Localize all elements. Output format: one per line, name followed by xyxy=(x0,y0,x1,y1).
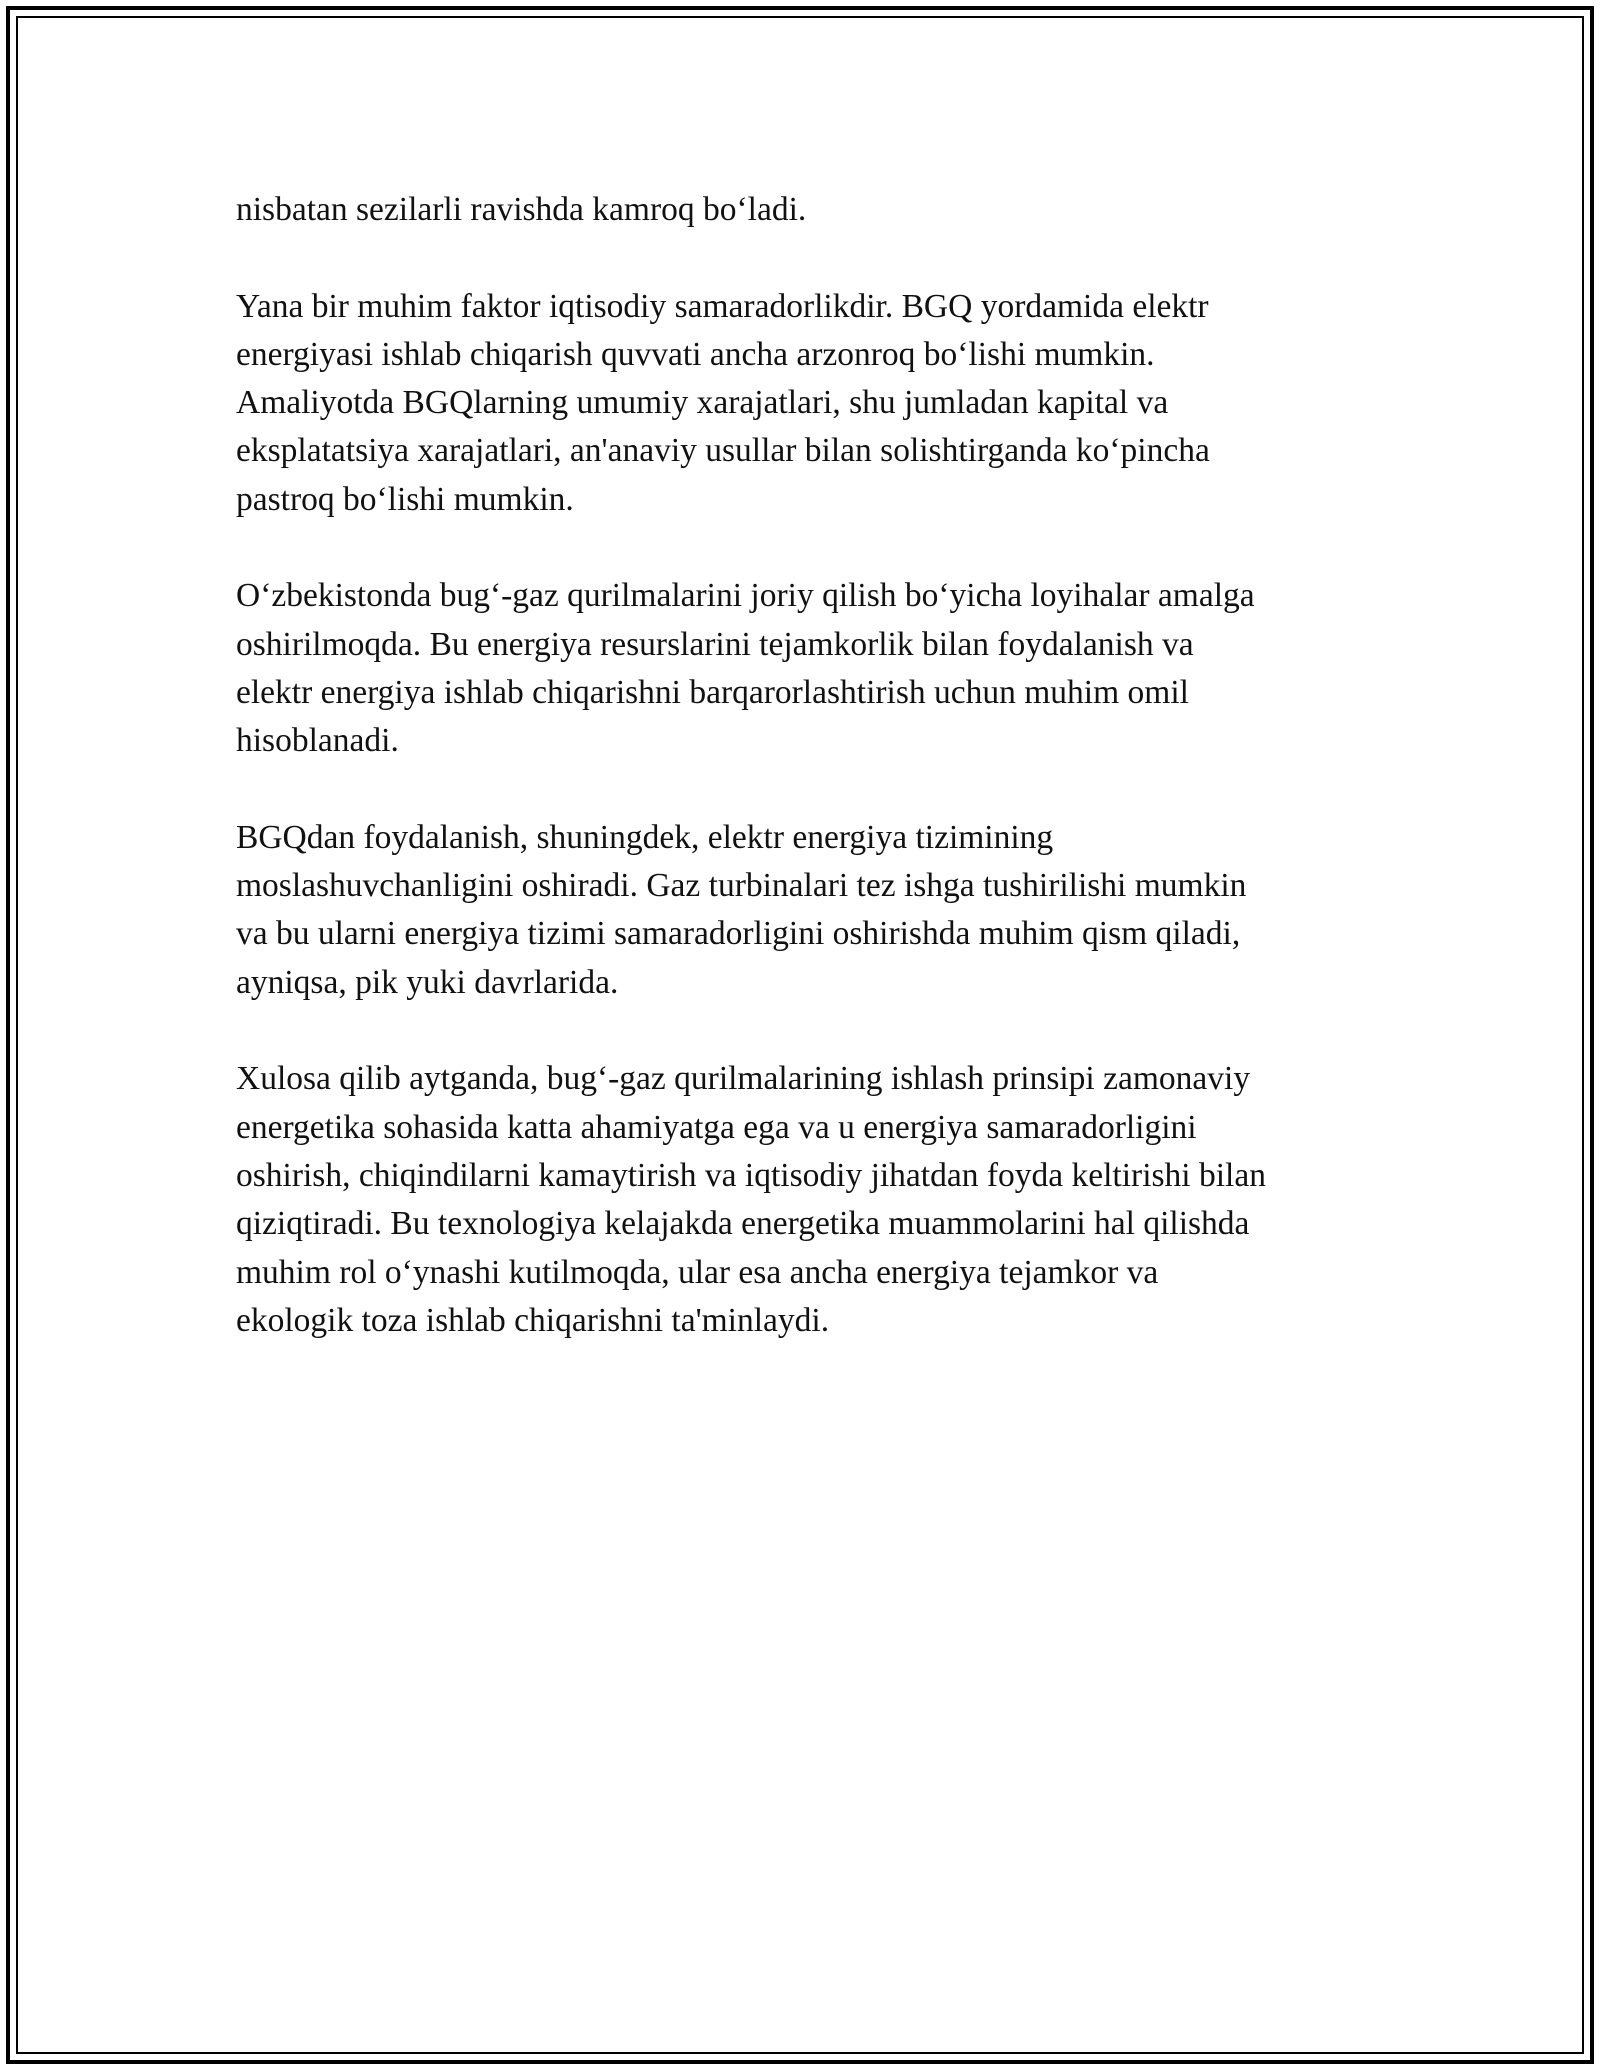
paragraph-flexibility: BGQdan foydalanish, shuningdek, elektr energiya tizimining moslashuvchanligini oshiradi. Gaz turbinalari tez ishga tushirilishi mumkin va bu ularni energiya tizimi samaradorligini oshirishda muhim qism qiladi, ayniqsa, pik yuki davrlarida. xyxy=(236,818,1247,1001)
paragraph-uzbekistan-projects: O‘zbekistonda bug‘-gaz qurilmalarini joriy qilish bo‘yicha loyihalar amalga oshirilmoqda. Bu energiya resurslarini tejamkorlik bilan foydalanish va elektr energiya ishlab chiqarishni barqarorlashtirish uchun muhim omil hisoblanadi. xyxy=(236,577,1255,760)
paragraph-continuation: nisbatan sezilarli ravishda kamroq bo‘ladi. xyxy=(236,191,807,228)
paragraph-conclusion: Xulosa qilib aytganda, bug‘-gaz qurilmalarining ishlash prinsipi zamonaviy energetika sohasida katta ahamiyatga ega va u energiya samaradorligini oshirish, chiqindilarni kamaytirish va iqtisodiy jihatdan foyda keltirishi bilan qiziqtiradi. Bu texnologiya kelajakda energetika muammolarini hal qilishda muhim rol o‘ynashi kutilmoqda, ular esa ancha energiya tejamkor va ekologik toza ishlab chiqarishni ta'minlaydi. xyxy=(236,1060,1266,1339)
paragraph-economic-efficiency: Yana bir muhim faktor iqtisodiy samaradorlikdir. BGQ yordamida elektr energiyasi ishlab chiqarish quvvati ancha arzonroq bo‘lishi mumkin. Amaliyotda BGQlarning umumiy xarajatlari, shu jumladan kapital va eksplatatsiya xarajatlari, an'anaviy usullar bilan solishtirganda ko‘pincha pastroq bo‘lishi mumkin. xyxy=(236,287,1210,518)
document-body xyxy=(236,186,1366,1393)
